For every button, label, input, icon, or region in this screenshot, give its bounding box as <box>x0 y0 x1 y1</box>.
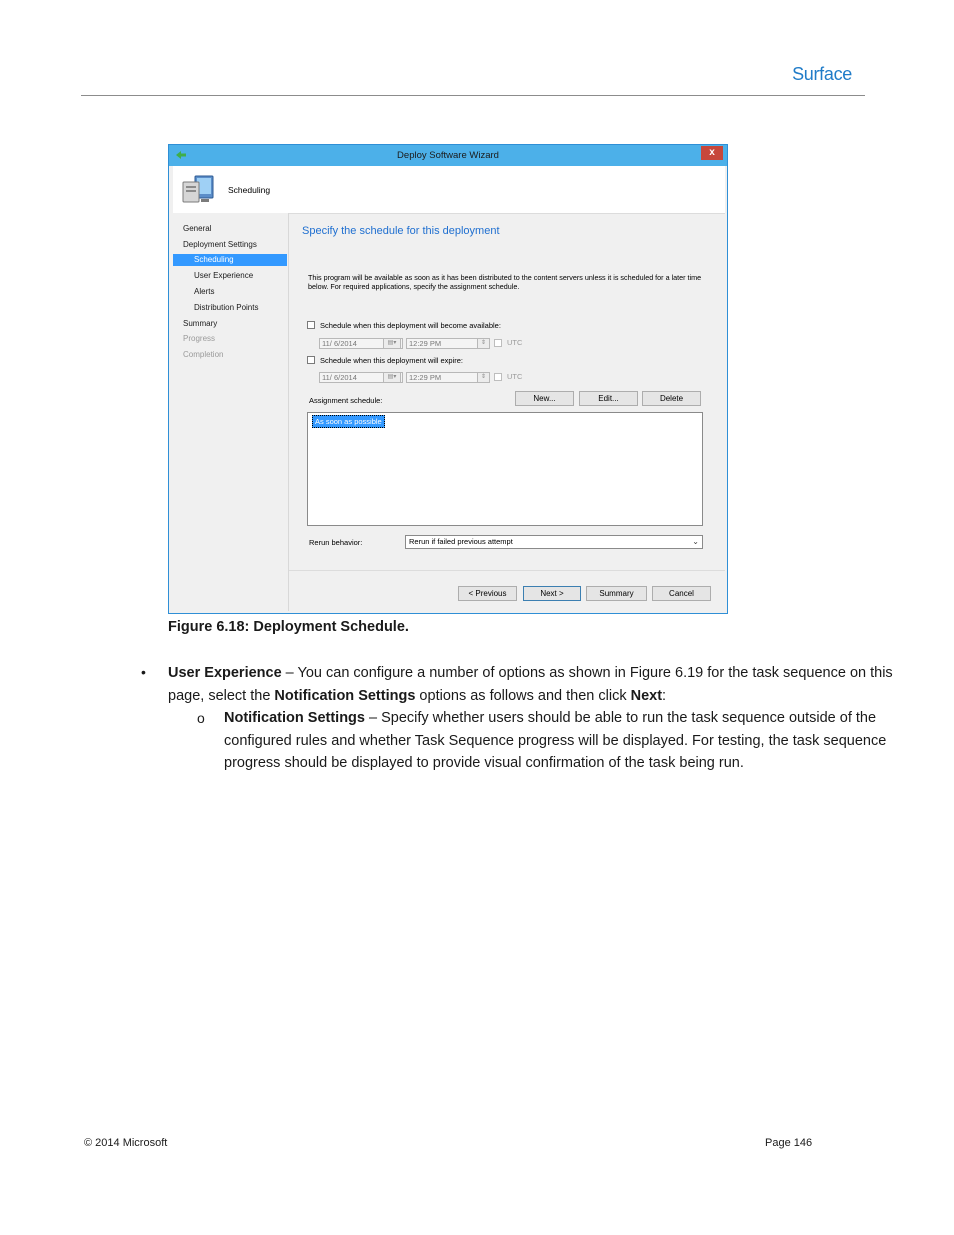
ux-text-3: : <box>662 687 667 704</box>
nav-item-general[interactable]: General <box>183 224 212 233</box>
expire-label: Schedule when this deployment will expire: <box>320 356 463 365</box>
new-button[interactable]: New... <box>515 391 574 406</box>
footer-copyright: © 2014 Microsoft <box>84 1137 168 1149</box>
page-description: This program will be available as soon as it has been distributed to the content servers unless it is scheduled for a later time below. For required applications, specify the assignment schedule. <box>308 273 702 291</box>
delete-button[interactable]: Delete <box>642 391 701 406</box>
spinner-icon[interactable]: ⇕ <box>477 372 490 383</box>
close-button[interactable]: x <box>701 146 723 160</box>
next-button[interactable]: Next > <box>523 586 581 601</box>
rerun-select-value: Rerun if failed previous attempt <box>409 537 513 546</box>
nav-item-scheduling[interactable]: Scheduling <box>173 254 287 266</box>
rerun-select[interactable] <box>405 535 703 549</box>
available-label: Schedule when this deployment will become available: <box>320 321 501 330</box>
assignment-schedule-list[interactable] <box>307 412 703 526</box>
sub-bullet-marker: o <box>197 710 205 726</box>
figure-caption: Figure 6.18: Deployment Schedule. <box>168 619 409 635</box>
notification-settings-paragraph <box>224 707 924 775</box>
chevron-down-icon: ⌄ <box>692 537 699 546</box>
nav-item-summary[interactable]: Summary <box>183 319 218 328</box>
nav-item-deployment-settings[interactable]: Deployment Settings <box>183 240 257 249</box>
expire-checkbox[interactable] <box>307 356 315 364</box>
available-date-field[interactable]: 11/ 6/2014 <box>319 338 403 349</box>
assignment-schedule-label: Assignment schedule: <box>309 396 383 405</box>
summary-button[interactable]: Summary <box>586 586 647 601</box>
expire-utc-label: UTC <box>507 372 523 381</box>
wizard-banner <box>173 166 725 214</box>
user-experience-paragraph <box>168 662 920 707</box>
ns-text: – Specify whether users should be able to run the task sequence outside of the configured rules and whether Task Sequence progress will be displayed. For testing, the task sequence progress should be displayed to provide visual confirmation of the task being run. <box>224 710 887 771</box>
available-checkbox[interactable] <box>307 321 315 329</box>
ux-text-2: options as follows and then click <box>415 687 631 704</box>
previous-button[interactable]: < Previous <box>458 586 517 601</box>
next-term: Next <box>630 687 663 704</box>
header-rule <box>81 95 865 96</box>
wizard-nav <box>173 213 289 611</box>
expire-time-field[interactable]: 12:29 PM <box>406 372 490 383</box>
wizard-screenshot <box>168 144 728 614</box>
available-utc-checkbox[interactable] <box>494 339 502 347</box>
nav-item-progress: Progress <box>183 334 216 343</box>
nav-item-user-experience[interactable]: User Experience <box>194 271 254 280</box>
notification-settings-term: Notification Settings <box>274 687 416 704</box>
available-time-field[interactable]: 12:29 PM <box>406 338 490 349</box>
cancel-button[interactable]: Cancel <box>652 586 711 601</box>
available-utc-label: UTC <box>507 338 523 347</box>
wizard-content <box>289 213 725 570</box>
nav-item-alerts[interactable]: Alerts <box>194 287 215 296</box>
notification-settings-heading: Notification Settings <box>224 710 365 726</box>
page-heading: Specify the schedule for this deployment <box>302 225 500 237</box>
expire-date-field[interactable]: 11/ 6/2014 <box>319 372 403 383</box>
user-experience-term: User Experience <box>168 665 282 681</box>
computer-icon <box>181 172 217 208</box>
wizard-titlebar <box>169 145 727 166</box>
footer-page-number: Page 146 <box>765 1137 813 1149</box>
bullet-marker: • <box>141 664 146 680</box>
spinner-icon[interactable]: ⇕ <box>477 338 490 349</box>
calendar-icon[interactable]: ▤▾ <box>383 338 401 349</box>
wizard-title: Deploy Software Wizard <box>397 150 499 161</box>
wizard-footer <box>289 570 725 612</box>
nav-item-completion: Completion <box>183 350 224 359</box>
expire-utc-checkbox[interactable] <box>494 373 502 381</box>
edit-button[interactable]: Edit... <box>579 391 638 406</box>
banner-title: Scheduling <box>228 185 271 195</box>
rerun-label: Rerun behavior: <box>309 538 363 547</box>
ux-text-1: – You can configure a number of options as shown in Figure 6.19 for the task sequence on this page, select the <box>168 665 893 704</box>
list-item[interactable]: As soon as possible <box>312 415 385 428</box>
brand-logo: Surface <box>792 64 852 84</box>
calendar-icon[interactable]: ▤▾ <box>383 372 401 383</box>
nav-item-distribution-points[interactable]: Distribution Points <box>194 303 259 312</box>
